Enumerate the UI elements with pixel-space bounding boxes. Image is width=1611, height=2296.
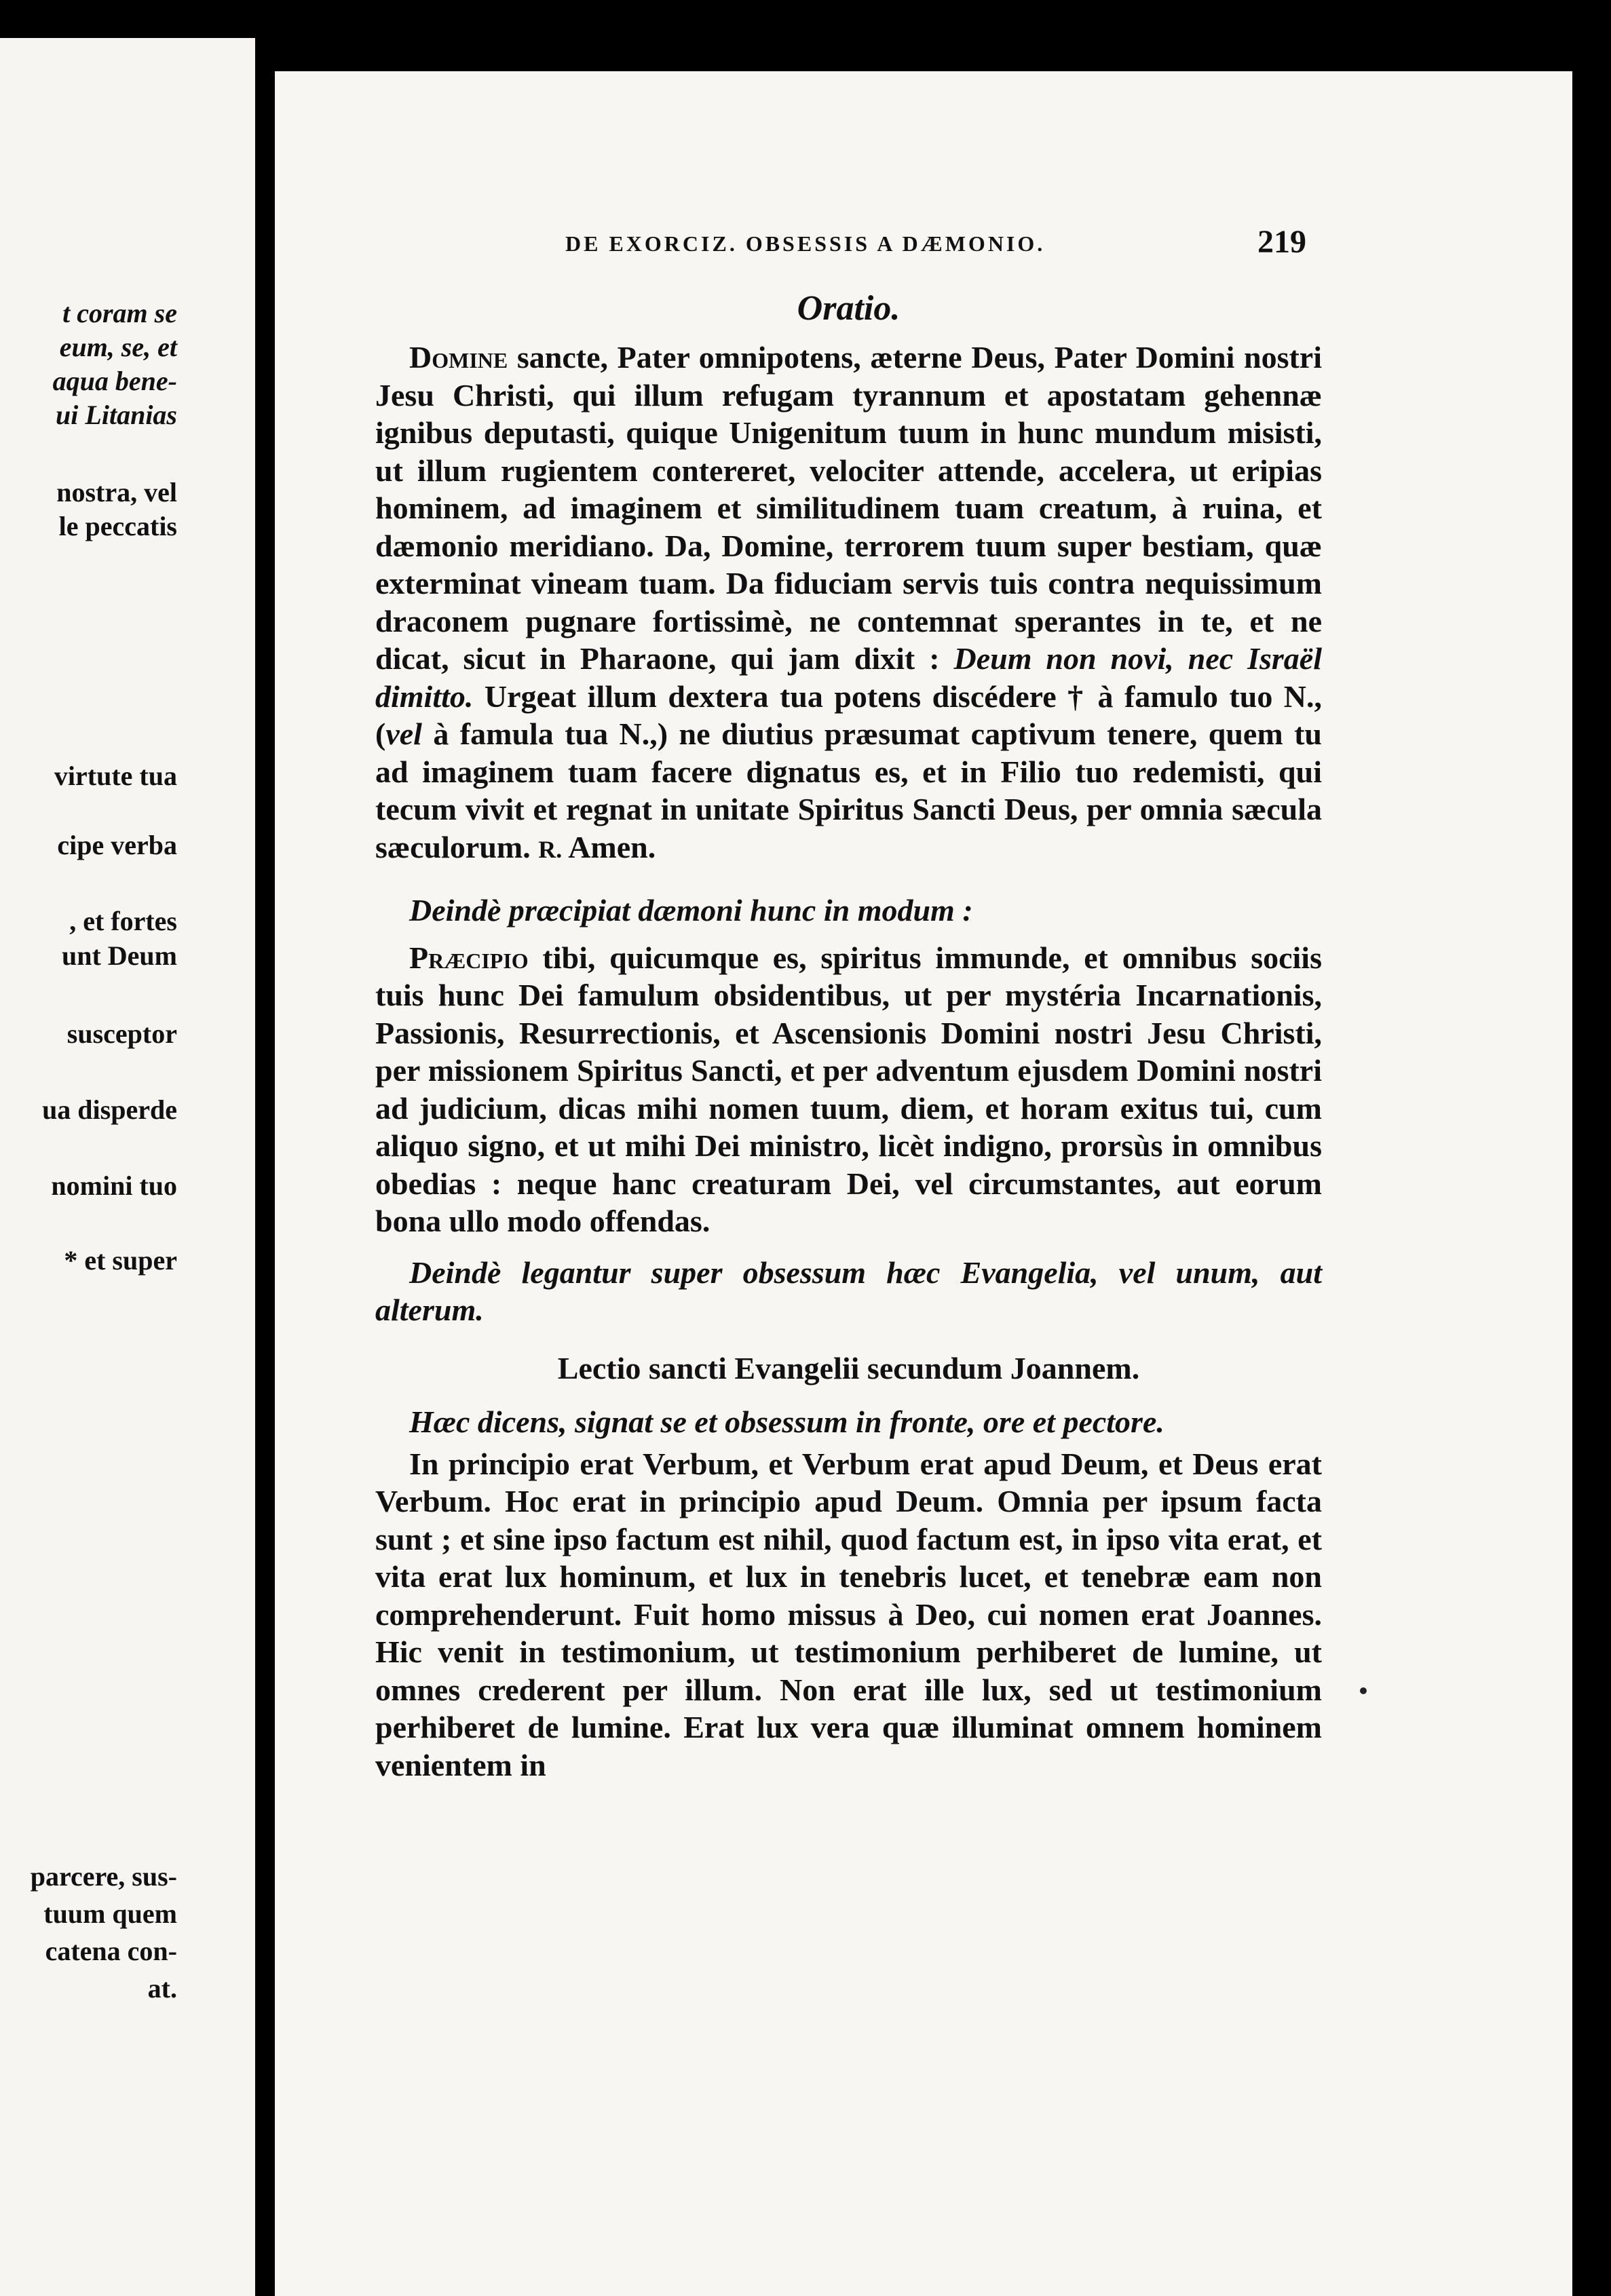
margin-fragment: aqua bene- — [52, 366, 177, 396]
margin-fragment: eum, se, et — [59, 332, 177, 362]
margin-fragment: ua disperde — [42, 1094, 177, 1125]
page-number: 219 — [1257, 224, 1306, 260]
margin-fragment: t coram se — [62, 298, 177, 328]
rubric-evangelia: Deindè legantur super obsessum hæc Evangelia, vel unum, aut alterum. — [375, 1255, 1322, 1327]
margin-fragment: virtute tua — [54, 761, 177, 791]
oratio-vel: vel — [385, 716, 422, 751]
oratio-quote: Deum non novi, nec Israël dimitto. — [375, 641, 1322, 714]
margin-fragment: nomini tuo — [51, 1170, 177, 1201]
gospel-paragraph: In principio erat Verbum, et Verbum erat apud Deum, et Deus erat Verbum. Hoc erat in principio apud Deum. Omnia per ipsum facta sunt ; et sine ipso factum est nihil, quod factum est, in ipso vita erat, et vita erat lux hominum, et lux in tenebris lucet, et tenebræ eam non comprehenderunt. Fuit homo missus à Deo, cui nomen erat Joannes. Hic venit in testimonium, ut testimonium perhiberet de lumine, ut omnes crederent per illum. Non erat ille lux, sed ut testimonium perhiberet de lumine. Erat lux vera quæ illuminat omnem hominem venientem in — [375, 1446, 1322, 1782]
oratio-text-c: à famula tua N.,) ne diutius præsumat captivum tenere, quem tu ad imaginem tuam facere dignatus es, et in Filio tuo redemisti, qui tecum vivit et regnat in unitate Spiritus Sancti Deus, per omnia sæcula sæculorum. — [375, 716, 1322, 864]
margin-fragment: tuum quem — [43, 1898, 177, 1929]
margin-fragment: cipe verba — [57, 830, 177, 860]
oratio-initial: Domine — [409, 340, 508, 375]
rubric-praecipiat: Deindè præcipiat dæmoni hunc in modum : — [409, 893, 973, 927]
margin-fragment: le peccatis — [58, 511, 177, 541]
margin-fragment: parcere, sus- — [30, 1861, 177, 1892]
scan-speck — [1360, 1687, 1367, 1694]
oratio-text-b: Urgeat illum dextera tua potens discédere † à famulo tuo N., ( — [375, 678, 1322, 751]
oratio-text-a: sancte, Pater omnipotens, æterne Deus, Pater Domini nostri Jesu Christi, qui illum refugam tyrannum et apostatam gehennæ ignibus deputasti, quique Unigenitum tuum in hunc mundum misisti, ut illum rugientem contereret, velociter attende, accelera, ut eripias hominem, ad imaginem et similitudinem tuam creatum, à ruina, et dæmonio meridiano. Da, Domine, terrorem tuum super bestiam, quæ exterminat vineam tuam. Da fiduciam servis tuis contra nequissimum draconem pugnare fortissimè, ne contemnat sperantes in te, et ne dicat, sicut in Pharaone, qui jam dixit : — [375, 340, 1322, 676]
margin-fragment: , et fortes — [69, 906, 177, 936]
facing-page-fragment — [0, 38, 255, 2296]
margin-fragment: catena con- — [45, 1936, 177, 1966]
oratio-heading: Oratio. — [797, 289, 901, 328]
margin-fragment: * et super — [64, 1245, 177, 1276]
margin-fragment: ui Litanias — [56, 400, 177, 430]
response-mark: R. — [538, 835, 563, 863]
margin-fragment: susceptor — [67, 1018, 177, 1049]
margin-fragment: at. — [147, 1973, 177, 2004]
oratio-amen: Amen. — [562, 829, 656, 864]
rubric-signat: Hæc dicens, signat se et obsessum in fronte, ore et pectore. — [409, 1404, 1164, 1439]
margin-fragment: unt Deum — [61, 940, 177, 971]
running-title: DE EXORCIZ. OBSESSIS A DÆMONIO. — [565, 231, 1046, 256]
book-page — [275, 71, 1572, 2296]
page-header — [275, 221, 1572, 268]
praecipio-paragraph — [375, 939, 1322, 1240]
oratio-paragraph — [375, 339, 1322, 868]
praecipio-text: tibi, quicumque es, spiritus immunde, et omnibus sociis tuis hunc Dei famulum obsidentibus, ut per mystéria Incarnationis, Passionis, Resurrectionis, et Ascensionis Domini nostri Jesu Christi, per missionem Spiritus Sancti, et per adventum ejusdem Domini nostri ad judicium, dicas mihi nomen tuum, diem, et horam exitus tui, cum aliquo signo, et ut mihi Dei ministro, licèt indigno, prorsùs in omnibus obedias : neque hanc creaturam Dei, vel circumstantes, aut eorum bona ullo modo offendas. — [375, 940, 1322, 1238]
praecipio-initial: Præcipio — [409, 940, 529, 975]
margin-fragment: nostra, vel — [56, 477, 177, 508]
lectio-title: Lectio sancti Evangelii secundum Joannem. — [557, 1350, 1140, 1385]
page-body — [375, 288, 1322, 1784]
